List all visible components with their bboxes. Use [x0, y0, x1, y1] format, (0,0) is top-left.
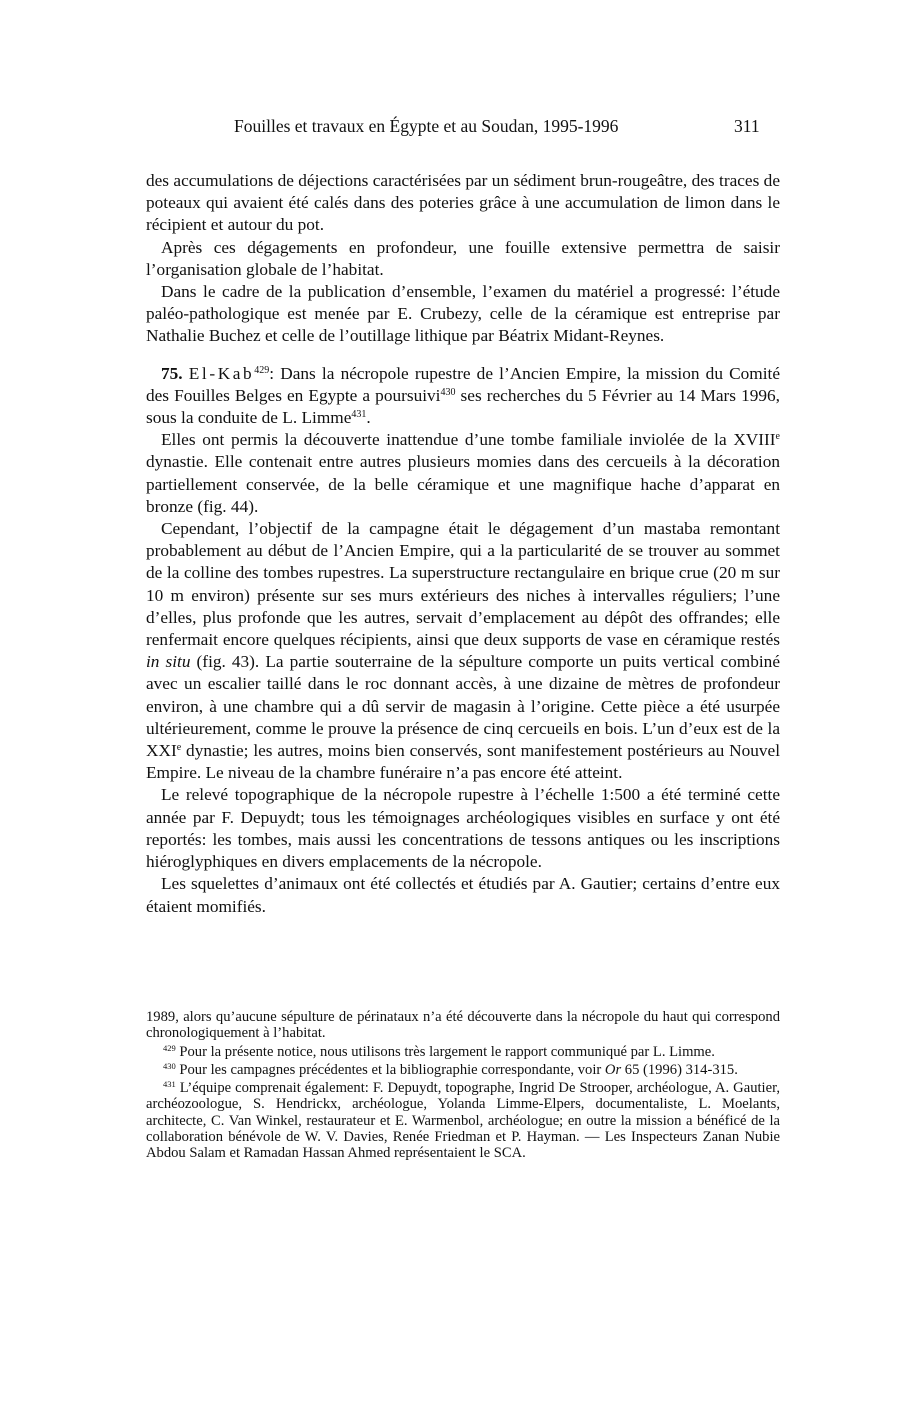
footnote-text: L’équipe comprenait également: F. Depuydt, topographe, Ingrid De Strooper, archéologue, A. Gautier, archéozoologue, S. Hendrickx, archéologue, Yolanda Limme-Elpers, documentaliste, L. Moelants, architecte, C. Van Winkel, restaurateur et E. Warmenbol, archéologue; en outre la mission a bénéficé de la collaboration bénévole de W. V. Davies, Renée Friedman et P. Hayman. — Les Inspecteurs Zanan Nubie Abdou Salam et Ramadan Hassan Ahmed représentaient le SCA.	[146, 1080, 780, 1162]
text-run: dynastie; les autres, moins bien conservés, sont manifestement postérieurs au Nouvel Empire. Le niveau de la chambre funéraire n’a pas encore été atteint.	[146, 741, 780, 783]
section-75-paragraph	[146, 363, 780, 430]
page-number: 311	[734, 116, 760, 136]
text-run: (fig. 43). La partie souterraine de la sépulture comporte un puits vertical combiné avec un escalier taillé dans le roc donnant accès, à une dizaine de mètres de profondeur environ, à une chambre qui a dû servir de magasin à l’origine. Cette pièce a été usurpée ultérieurement, comme le prouve la présence de cinq cercueils en bois. L’un d’eux est de la XXI	[146, 652, 780, 761]
site-name: El-Kab	[188, 363, 255, 383]
running-title: Fouilles et travaux en Égypte et au Soudan, 1995-1996	[234, 116, 619, 136]
paragraph-mastaba	[146, 518, 780, 784]
footnote-text: Pour les campagnes précédentes et la bibliographie correspondante, voir	[175, 1061, 605, 1078]
footnote-ref-429[interactable]: 429	[254, 364, 270, 376]
main-text	[146, 170, 780, 918]
footnote-number: 429	[163, 1042, 176, 1053]
paragraph-publication: Dans le cadre de la publication d’ensemble, l’examen du matériel a progressé: l’étude paléo-pathologique est menée par E. Crubezy, celle de la céramique est entreprise par Nathalie Buchez et celle de l’outillage lithique par Béatrix Midant-Reynes.	[146, 282, 780, 346]
paragraph-animals: Les squelettes d’animaux ont été collectés et étudiés par A. Gautier; certains d’entre eux étaient momifiés.	[146, 874, 780, 916]
footnote-ref-430[interactable]: 430	[440, 386, 456, 398]
ordinal-superscript: e	[775, 431, 780, 443]
text-run: Cependant, l’objectif de la campagne était le dégagement d’un mastaba remontant probablement au début de l’Ancien Empire, qui a la particularité de se trouver au sommet de la colline des tombes rupestres. La superstructure rectangulaire en brique crue (20 m sur 10 m environ) présente sur ses murs extérieurs des niches à intervalles réguliers; l’une d’elles, plus profonde que les autres, servait d’emplacement au dépôt des offrandes; elle renfermait encore quelques récipients, ainsi que deux supports de vase en céramique restés	[146, 519, 780, 650]
text-run: Elles ont permis la découverte inattendue d’une tombe familiale inviolée de la XVIII	[161, 430, 776, 450]
paragraph-excavation: Après ces dégagements en profondeur, une fouille extensive permettra de saisir l’organisation globale de l’habitat.	[146, 237, 780, 279]
section-text-c: .	[366, 408, 371, 428]
paragraph-continuation: des accumulations de déjections caractérisées par un sédiment brun-rougeâtre, des traces de poteaux qui avaient été calés dans des poteries grâce à une accumulation de limon dans le récipient et autour du pot.	[146, 171, 780, 235]
footnote-number: 430	[163, 1060, 176, 1071]
footnotes	[146, 1009, 780, 1164]
journal-abbreviation: Or	[604, 1061, 622, 1078]
section-number: 75.	[161, 363, 183, 383]
ordinal-superscript: e	[176, 742, 182, 754]
paragraph-tomb-discovery	[146, 429, 780, 518]
text-run: dynastie. Elle contenait entre autres plusieurs momies dans des cercueils à la décoration partiellement conservée, de la belle céramique et une magnifique hache d’apparat en bronze (fig. 44).	[146, 452, 780, 516]
footnote-431	[146, 1080, 780, 1161]
footnote-text: Pour la présente notice, nous utilisons très largement le rapport communiqué par L. Limme.	[175, 1043, 715, 1060]
footnote-429	[146, 1044, 780, 1060]
paragraph-topography: Le relevé topographique de la nécropole rupestre à l’échelle 1:500 a été terminé cette année par F. Depuydt; tous les témoignages archéologiques visibles en surface y ont été reportés: les tombes, mais aussi les concentrations de tessons antiques ou les inscriptions hiéroglyphiques en divers emplacements de la nécropole.	[146, 785, 780, 872]
footnote-430	[146, 1062, 780, 1078]
footnote-number: 431	[163, 1079, 176, 1090]
running-header	[0, 116, 906, 140]
footnote-continuation: 1989, alors qu’aucune sépulture de périnataux n’a été découverte dans la nécropole du haut qui correspond chronologiquement à l’habitat.	[146, 1009, 780, 1042]
section-text-b: ses recherches du 5 Février au 14 Mars 1996, sous la conduite de L. Limme	[146, 385, 780, 428]
section-text-a: : Dans la nécropole rupestre de l’Ancien Empire, la mission du Comité des Fouilles Belges en Egypte a poursuivi	[146, 363, 781, 405]
italic-term: in situ	[146, 652, 191, 672]
footnote-ref-431[interactable]: 431	[351, 409, 367, 421]
footnote-text: 65 (1996) 314-315.	[621, 1061, 738, 1078]
